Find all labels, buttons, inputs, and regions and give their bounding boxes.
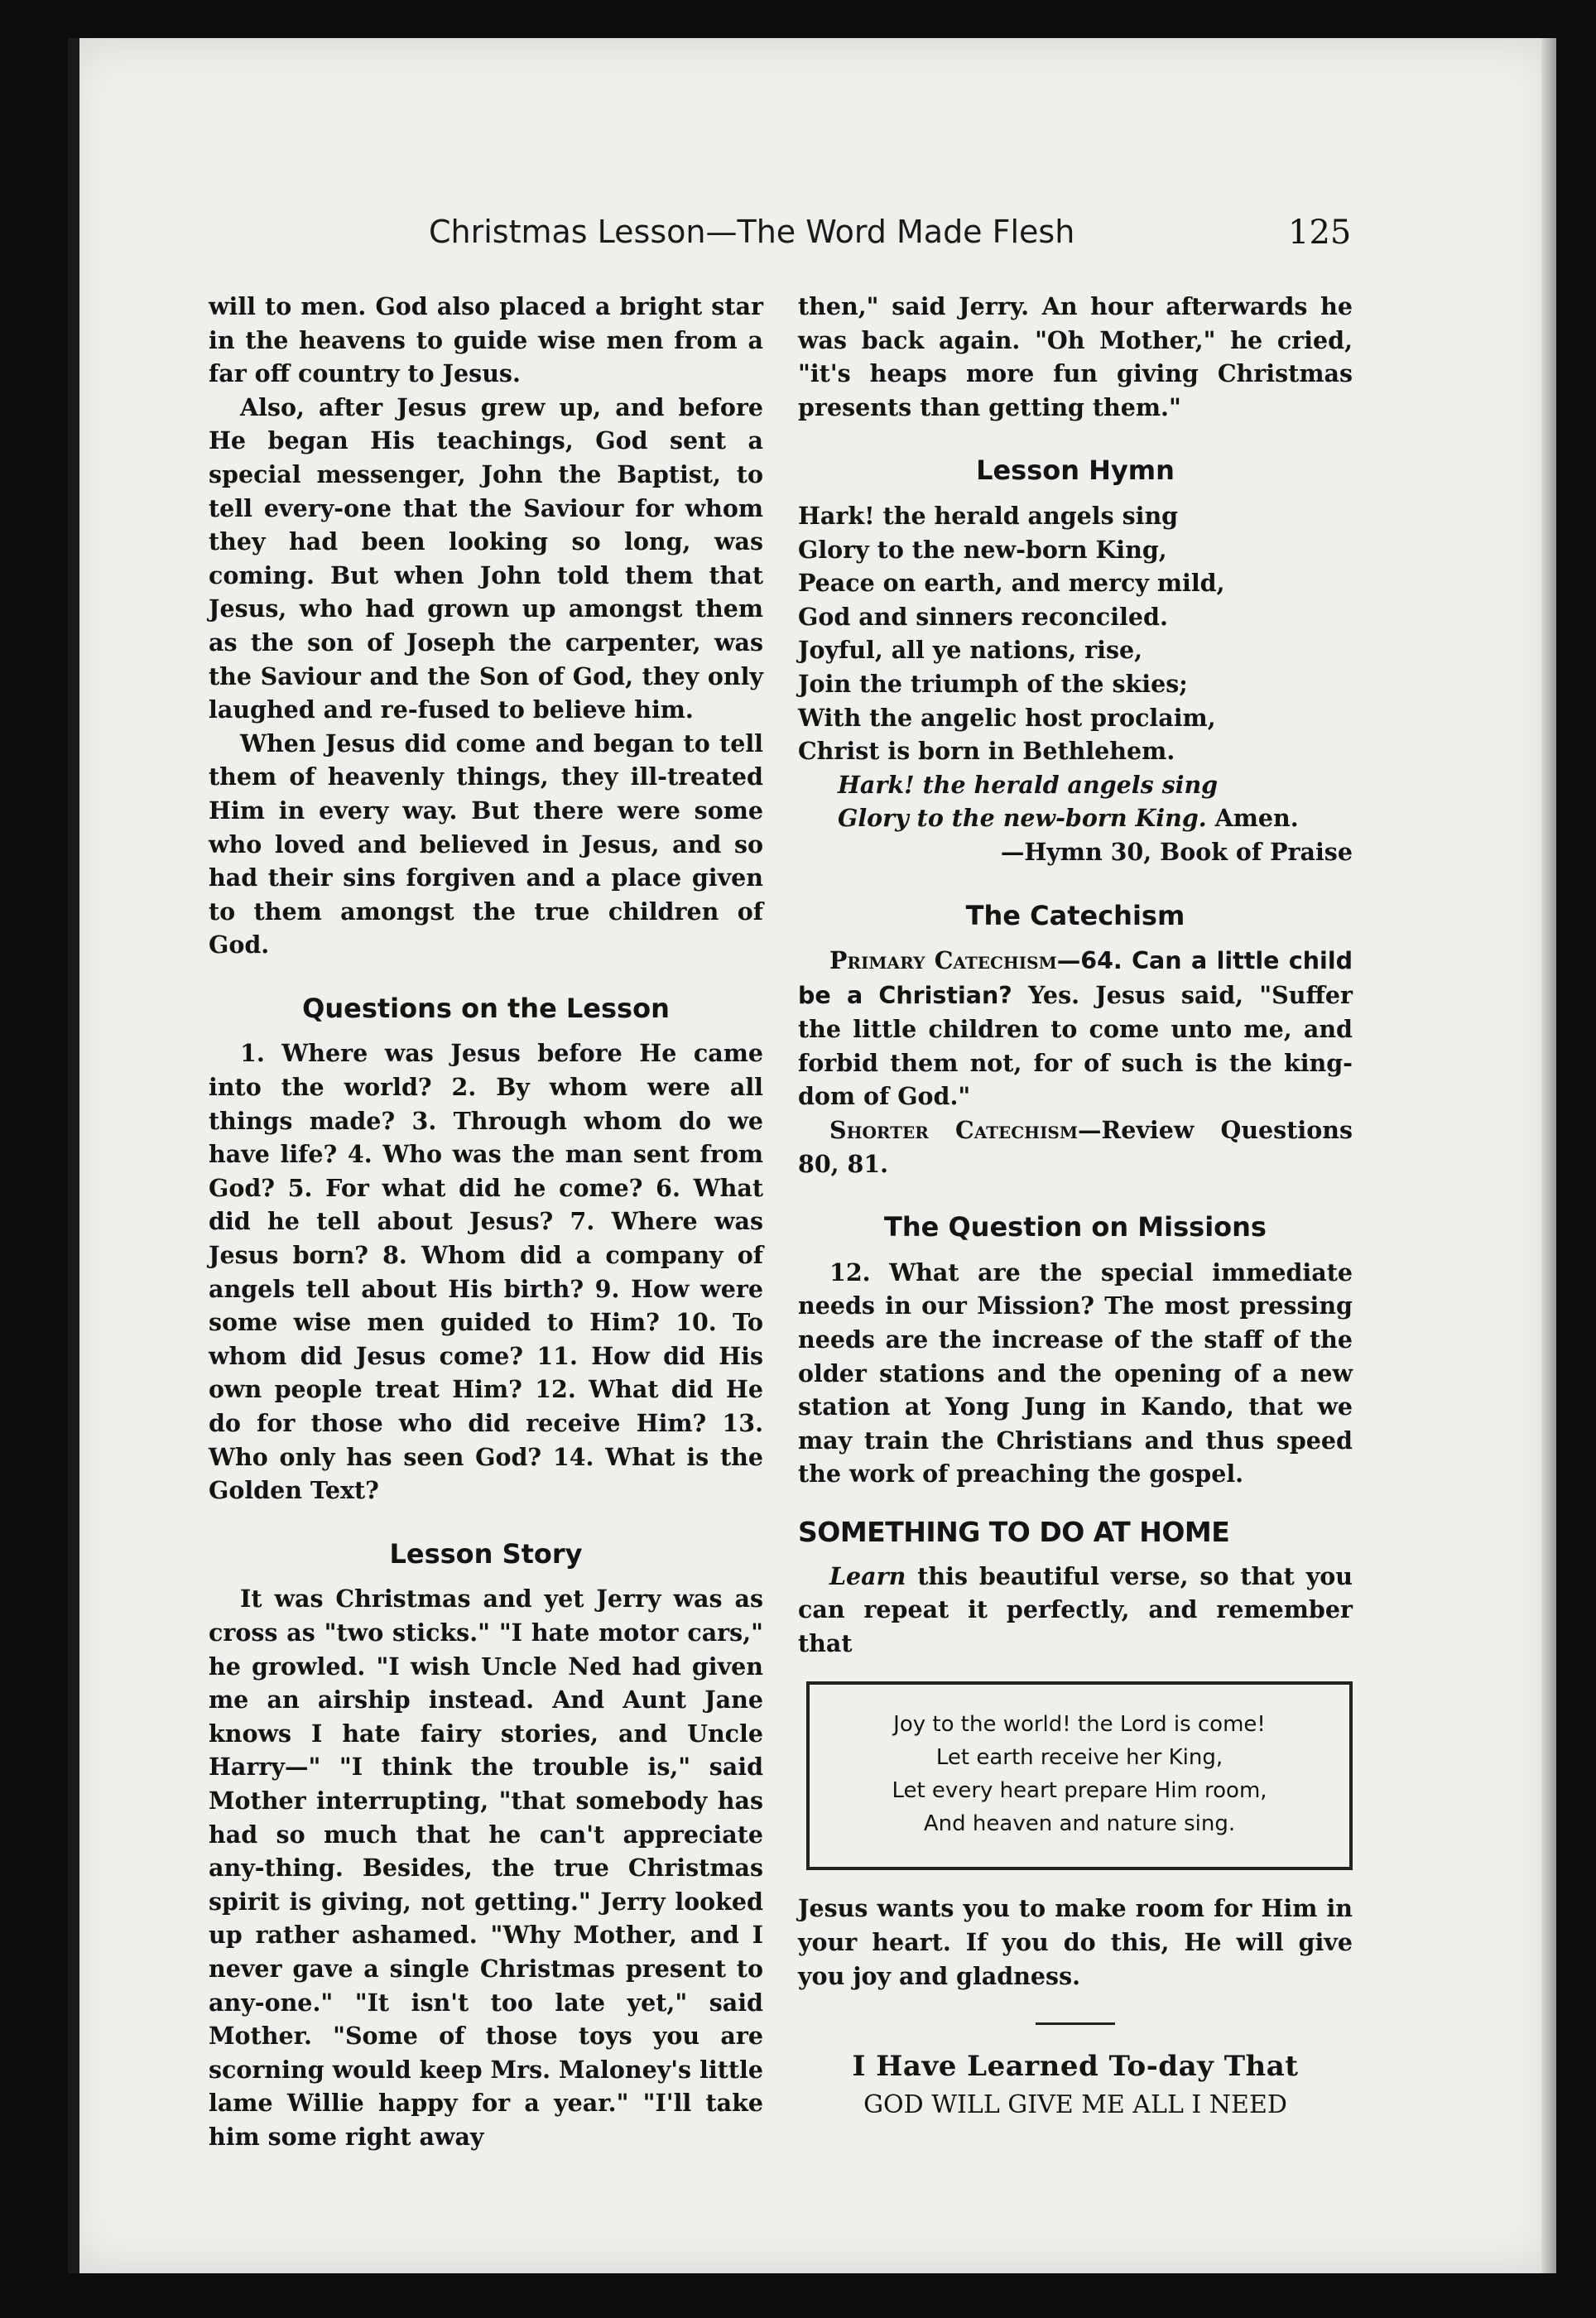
hymn-line: Peace on earth, and mercy mild, bbox=[798, 569, 1225, 598]
hymn-refrain-line-2 bbox=[798, 801, 1353, 835]
story-intro-paragraph: will to men. God also placed a bright star in the heavens to guide wise men from a far off country to Jesus. bbox=[209, 292, 763, 388]
learned-today-line: GOD WILL GIVE ME ALL I NEED bbox=[863, 2090, 1287, 2119]
verse-line: Joy to the world! the Lord is come! bbox=[893, 1712, 1266, 1738]
page-binding-edge bbox=[68, 38, 79, 2273]
verse-line: And heaven and nature sing. bbox=[923, 1811, 1236, 1837]
running-header: Christmas Lesson—The Word Made Flesh bbox=[429, 214, 1075, 250]
verse-box bbox=[806, 1681, 1353, 1870]
hymn-refrain-text: Glory to the new-born King. bbox=[838, 804, 1207, 833]
hymn-line: Christ is born in Bethlehem. bbox=[798, 737, 1175, 766]
hymn-line: With the angelic host proclaim, bbox=[798, 703, 1216, 732]
learn-word: Learn bbox=[829, 1561, 906, 1590]
story-paragraph-2: Also, after Jesus grew up, and before He began His teachings, God sent a special messenger, John the Baptist, to tell every-one that the Saviour for whom they had been looking so long, was coming. But when John told them that Jesus, who had grown up amongst them as the son of Joseph the carpenter, was the Saviour and the Son of God, they only laughed and re-fused to believe him. bbox=[209, 392, 763, 724]
learned-today-heading: I Have Learned To-day That bbox=[852, 2050, 1299, 2084]
shorter-catechism-text: —Review Questions 80, 81. bbox=[798, 1116, 1353, 1178]
primary-catechism-question: —64. Can a little child be a Christian? bbox=[798, 947, 1353, 1009]
home-activity-body: this beautiful verse, so that you can repeat it perfectly, and remember that bbox=[798, 1561, 1353, 1657]
home-activity-text bbox=[798, 1560, 1353, 1661]
primary-catechism bbox=[798, 944, 1353, 1113]
primary-catechism-answer: Yes. Jesus said, "Suffer the little children to come unto me, and forbid them not, for of such is the king-dom of God." bbox=[798, 980, 1353, 1111]
verse-line: Let earth receive her King, bbox=[935, 1745, 1223, 1771]
left-column bbox=[209, 290, 763, 2153]
catechism-heading: The Catechism bbox=[965, 899, 1185, 931]
questions-heading: Questions on the Lesson bbox=[302, 992, 670, 1024]
hymn-line: Hark! the herald angels sing bbox=[798, 501, 1179, 530]
hymn-line: Joyful, all ye nations, rise, bbox=[798, 636, 1143, 665]
page-number: 125 bbox=[1288, 214, 1352, 252]
lesson-story-heading: Lesson Story bbox=[389, 1537, 583, 1570]
home-activity-heading: SOMETHING TO DO AT HOME bbox=[798, 1516, 1230, 1548]
hymn-refrain-line: Hark! the herald angels sing bbox=[838, 770, 1219, 799]
after-verse-text: Jesus wants you to make room for Him in your heart. If you do this, He will give you joy and gladness. bbox=[798, 1894, 1353, 1990]
divider-rule bbox=[1036, 2022, 1115, 2025]
hymn-attribution: —Hymn 30, Book of Praise bbox=[1000, 837, 1353, 866]
questions-text: 1. Where was Jesus before He came into the world? 2. By whom were all things made? 3. Through whom do we have life? 4. Who was the man sent from God? 5. For what did he come? 6. What did he tell about Jesus? 7. Where was Jesus born? 8. Whom did a company of angels tell about His birth? 9. How were some wise men guided to Him? 10. To whom did Jesus come? 11. How did His own people treat Him? 12. What did He do for those who did receive Him? 13. Who only has seen God? 14. What is the Golden Text? bbox=[209, 1039, 763, 1505]
hymn-line: Glory to the new-born King, bbox=[798, 535, 1167, 564]
shorter-catechism-label: Shorter Catechism bbox=[829, 1116, 1079, 1145]
hymn-line: God and sinners reconciled. bbox=[798, 602, 1168, 631]
hymn-heading: Lesson Hymn bbox=[976, 454, 1175, 487]
missions-heading: The Question on Missions bbox=[884, 1211, 1267, 1243]
hymn-verse bbox=[798, 499, 1353, 869]
missions-text: 12. What are the special immediate needs in our Mission? The most pressing needs are the increase of the staff of the older stations and the opening of a new station at Yong Jung in Kando, that we may train the Christians and thus speed the work of preaching the gospel. bbox=[798, 1258, 1353, 1488]
shorter-catechism bbox=[798, 1113, 1353, 1181]
page-right-edge bbox=[1541, 38, 1556, 2273]
right-column bbox=[798, 290, 1353, 2122]
hymn-line: Join the triumph of the skies; bbox=[798, 669, 1188, 698]
primary-catechism-label: Primary Catechism bbox=[829, 946, 1057, 975]
verse-line: Let every heart prepare Him room, bbox=[892, 1778, 1267, 1804]
story-continuation: then," said Jerry. An hour afterwards he was back again. "Oh Mother," he cried, "it's heaps more fun giving Christmas presents than getting them." bbox=[798, 292, 1353, 421]
story-paragraph-3: When Jesus did come and began to tell them of heavenly things, they ill-treated Him in every way. But there were some who loved and believed in Jesus, and so had their sins forgiven and a place given to them amongst the true children of God. bbox=[209, 729, 763, 959]
lesson-story-text: It was Christmas and yet Jerry was as cross as "two sticks." "I hate motor cars," he growled. "I wish Uncle Ned had given me an airship instead. And Aunt Jane knows I hate fairy stories, and Uncle Harry—" "I think the trouble is," said Mother interrupting, "that somebody has had so much that he can't appreciate any-thing. Besides, the true Christmas spirit is giving, not getting." Jerry looked up rather ashamed. "Why Mother, and I never gave a single Christmas present to any-one." "It isn't too late yet," said Mother. "Some of those toys you are scorning would keep Mrs. Maloney's little lame Willie happy for a year." "I'll take him some right away bbox=[209, 1585, 763, 2151]
hymn-amen: Amen. bbox=[1214, 804, 1299, 833]
